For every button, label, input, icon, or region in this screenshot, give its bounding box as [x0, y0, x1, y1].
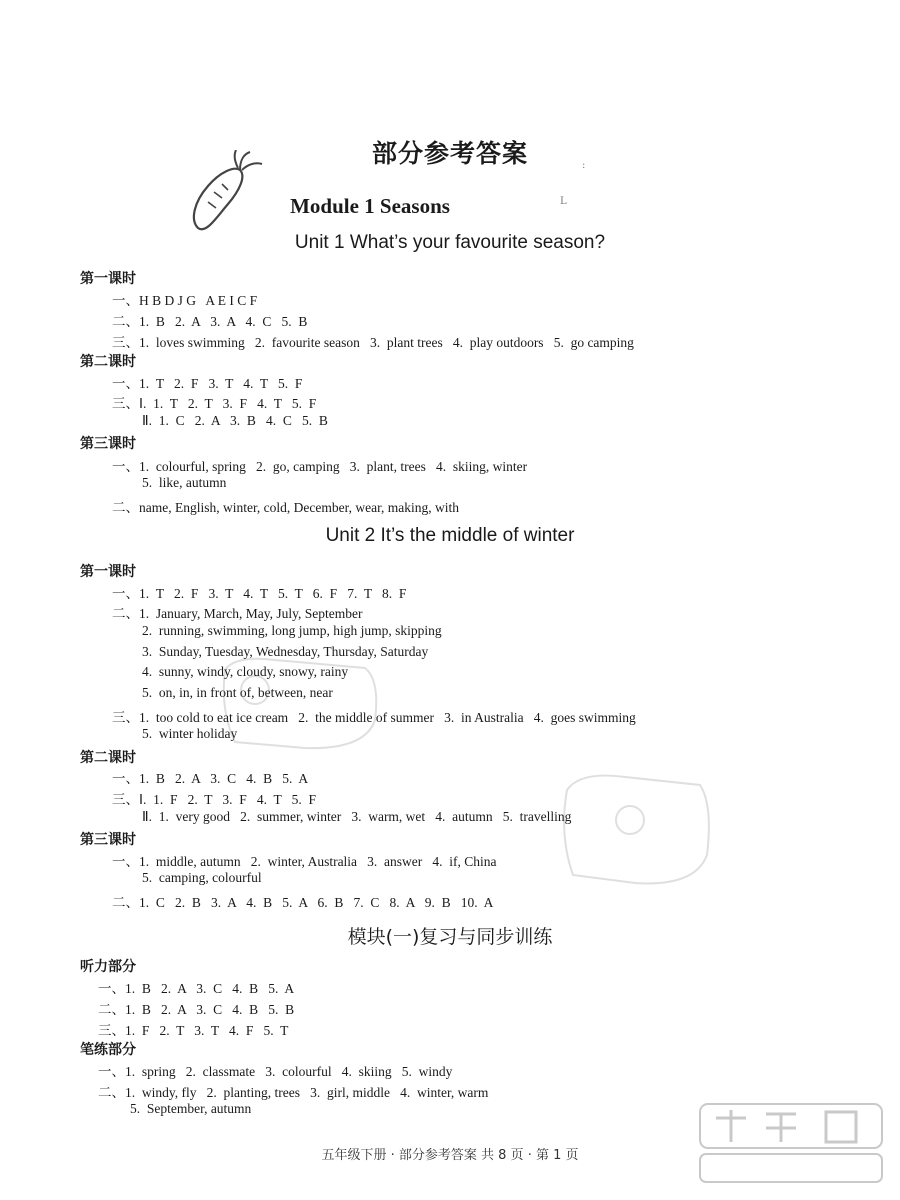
answer-line: 一、1. T 2. F 3. T 4. T 5. T 6. F 7. T 8. F [112, 586, 407, 601]
answer-line: 3. Sunday, Tuesday, Wednesday, Thursday, Saturday [142, 644, 429, 659]
answer-line: 5. camping, colourful [142, 870, 262, 885]
answer-line: 一、1. colourful, spring 2. go, camping 3. plant, trees 4. skiing, winter [112, 459, 528, 474]
unit1-lesson1-label: 第一课时 [80, 271, 136, 287]
page-footer: 五年级下册 · 部分参考答案 共 8 页 · 第 1 页 [321, 1148, 579, 1163]
answer-line: 三、1. loves swimming 2. favourite season 3. plant trees 4. play outdoors 5. go camping [112, 335, 634, 350]
answer-line: 5. winter holiday [142, 726, 238, 741]
unit1-lesson3-label: 第三课时 [80, 436, 136, 452]
unit2-heading: Unit 2 It’s the middle of winter [325, 525, 575, 546]
watermark-stamp [215, 650, 385, 760]
answer-line: 一、1. B 2. A 3. C 4. B 5. A [98, 981, 295, 996]
answer-line: Ⅱ. 1. very good 2. summer, winter 3. warm, wet 4. autumn 5. travelling [142, 809, 572, 824]
answer-line: 5. like, autumn [142, 475, 227, 490]
answer-line: Ⅱ. 1. C 2. A 3. B 4. C 5. B [142, 413, 328, 428]
page-title: 部分参考答案 [371, 139, 528, 168]
answer-line: 三、1. too cold to eat ice cream 2. the middle of summer 3. in Australia 4. goes swimming [112, 710, 636, 725]
answer-line: 一、1. B 2. A 3. C 4. B 5. A [112, 771, 309, 786]
unit2-lesson2-label: 第二课时 [80, 750, 136, 766]
answer-line: 二、name, English, winter, cold, December, wear, making, with [112, 500, 460, 515]
answer-line: 三、Ⅰ. 1. F 2. T 3. F 4. T 5. F [112, 792, 317, 807]
unit2-lesson1-label: 第一课时 [80, 564, 136, 580]
answer-line: 二、1. January, March, May, July, September [112, 606, 363, 621]
site-logo-watermark [696, 1098, 886, 1188]
answer-line: 4. sunny, windy, cloudy, snowy, rainy [142, 664, 349, 679]
answer-line: 三、1. F 2. T 3. T 4. F 5. T [98, 1023, 289, 1038]
answer-line: 二、1. B 2. A 3. A 4. C 5. B [112, 314, 308, 329]
answer-line: 一、H B D J G A E I C F [112, 293, 258, 308]
module-heading: Module 1 Seasons [290, 194, 450, 218]
listening-label: 听力部分 [80, 959, 136, 975]
answer-line: 一、1. T 2. F 3. T 4. T 5. F [112, 376, 303, 391]
unit1-lesson2-label: 第二课时 [80, 354, 136, 370]
writing-label: 笔练部分 [80, 1042, 136, 1058]
unit1-heading: Unit 1 What’s your favourite season? [294, 232, 606, 253]
scan-mark: L [560, 196, 567, 207]
answer-line: 二、1. C 2. B 3. A 4. B 5. A 6. B 7. C 8. A 9. B 10. A [112, 895, 494, 910]
answer-line: 一、1. middle, autumn 2. winter, Australia 3. answer 4. if, China [112, 854, 497, 869]
answer-line: 5. September, autumn [130, 1101, 252, 1116]
review-heading: 模块(一)复习与同步训练 [347, 926, 553, 948]
answer-line: 5. on, in, in front of, between, near [142, 685, 333, 700]
unit2-lesson3-label: 第三课时 [80, 832, 136, 848]
watermark-stamp [555, 765, 715, 895]
answer-line: 二、1. windy, fly 2. planting, trees 3. girl, middle 4. winter, warm [98, 1085, 489, 1100]
answer-line: 三、Ⅰ. 1. T 2. T 3. F 4. T 5. F [112, 396, 317, 411]
answer-line: 二、1. B 2. A 3. C 4. B 5. B [98, 1002, 295, 1017]
scan-mark: : [582, 160, 586, 171]
answer-line: 2. running, swimming, long jump, high jump, skipping [142, 623, 442, 638]
answer-line: 一、1. spring 2. classmate 3. colourful 4. skiing 5. windy [98, 1064, 453, 1079]
